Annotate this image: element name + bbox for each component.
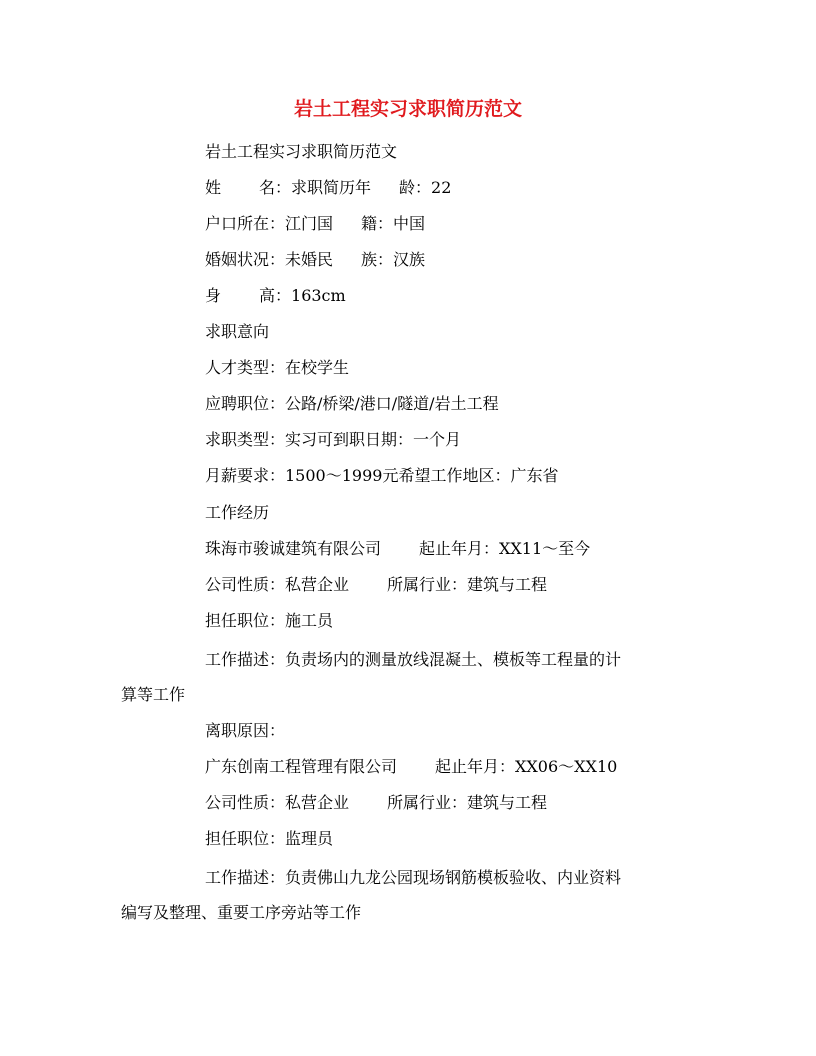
- company2-name: 广东创南工程管理有限公司: [205, 757, 398, 776]
- company2-nature-line: [205, 791, 547, 815]
- company1-nature-line: [205, 573, 547, 597]
- age-field: 龄：22: [399, 178, 452, 197]
- company1-industry: 所属行业：建筑与工程: [387, 575, 548, 594]
- height-label-a: 身: [205, 286, 222, 305]
- document-title: 岩土工程实习求职简历范文: [293, 98, 522, 120]
- marital-field: 婚姻状况：未婚民: [205, 250, 334, 269]
- ethnic-field: 族：汉族: [361, 250, 426, 269]
- company1-desc-line-b: 算等工作: [121, 685, 186, 704]
- section-experience: 工作经历: [205, 503, 270, 522]
- leave-reason-line: 离职原因：: [205, 721, 286, 740]
- company1-role-line: 担任职位：施工员: [205, 611, 334, 630]
- company2-industry: 所属行业：建筑与工程: [387, 793, 548, 812]
- company1-nature: 公司性质：私营企业: [205, 575, 350, 594]
- subtitle-line: 岩土工程实习求职简历范文: [205, 142, 398, 161]
- height-field: 高：163cm: [259, 286, 346, 305]
- hukou-line: [205, 212, 425, 236]
- job-type-line: 求职类型：实习可到职日期：一个月: [205, 430, 462, 449]
- name-field: 名：求职简历年: [259, 178, 372, 197]
- marital-line: [205, 248, 425, 272]
- company1-name: 珠海市骏诚建筑有限公司: [205, 539, 382, 558]
- company1-period: 起止年月：XX11～至今: [419, 539, 591, 558]
- height-line: [205, 284, 346, 308]
- company2-period: 起止年月：XX06～XX10: [435, 757, 618, 776]
- company1-desc-line-a: 工作描述：负责场内的测量放线混凝土、模板等工程量的计: [205, 650, 622, 669]
- name-label-a: 姓: [205, 178, 222, 197]
- salary-line: 月薪要求：1500～1999元希望工作地区：广东省: [205, 466, 559, 485]
- hukou-field: 户口所在：江门国: [205, 214, 334, 233]
- company2-desc-line-a: 工作描述：负责佛山九龙公园现场钢筋模板验收、内业资料: [205, 868, 622, 887]
- talent-type-line: 人才类型：在校学生: [205, 358, 350, 377]
- company2-desc-line-b: 编写及整理、重要工序旁站等工作: [121, 903, 362, 922]
- position-line: 应聘职位：公路/桥梁/港口/隧道/岩土工程: [205, 394, 499, 413]
- section-intent: 求职意向: [205, 322, 270, 341]
- company2-nature: 公司性质：私营企业: [205, 793, 350, 812]
- company2-role-line: 担任职位：监理员: [205, 829, 334, 848]
- name-age-line: [205, 176, 451, 200]
- company2-line: [205, 755, 617, 779]
- company1-line: [205, 537, 590, 561]
- native-field: 籍：中国: [361, 214, 426, 233]
